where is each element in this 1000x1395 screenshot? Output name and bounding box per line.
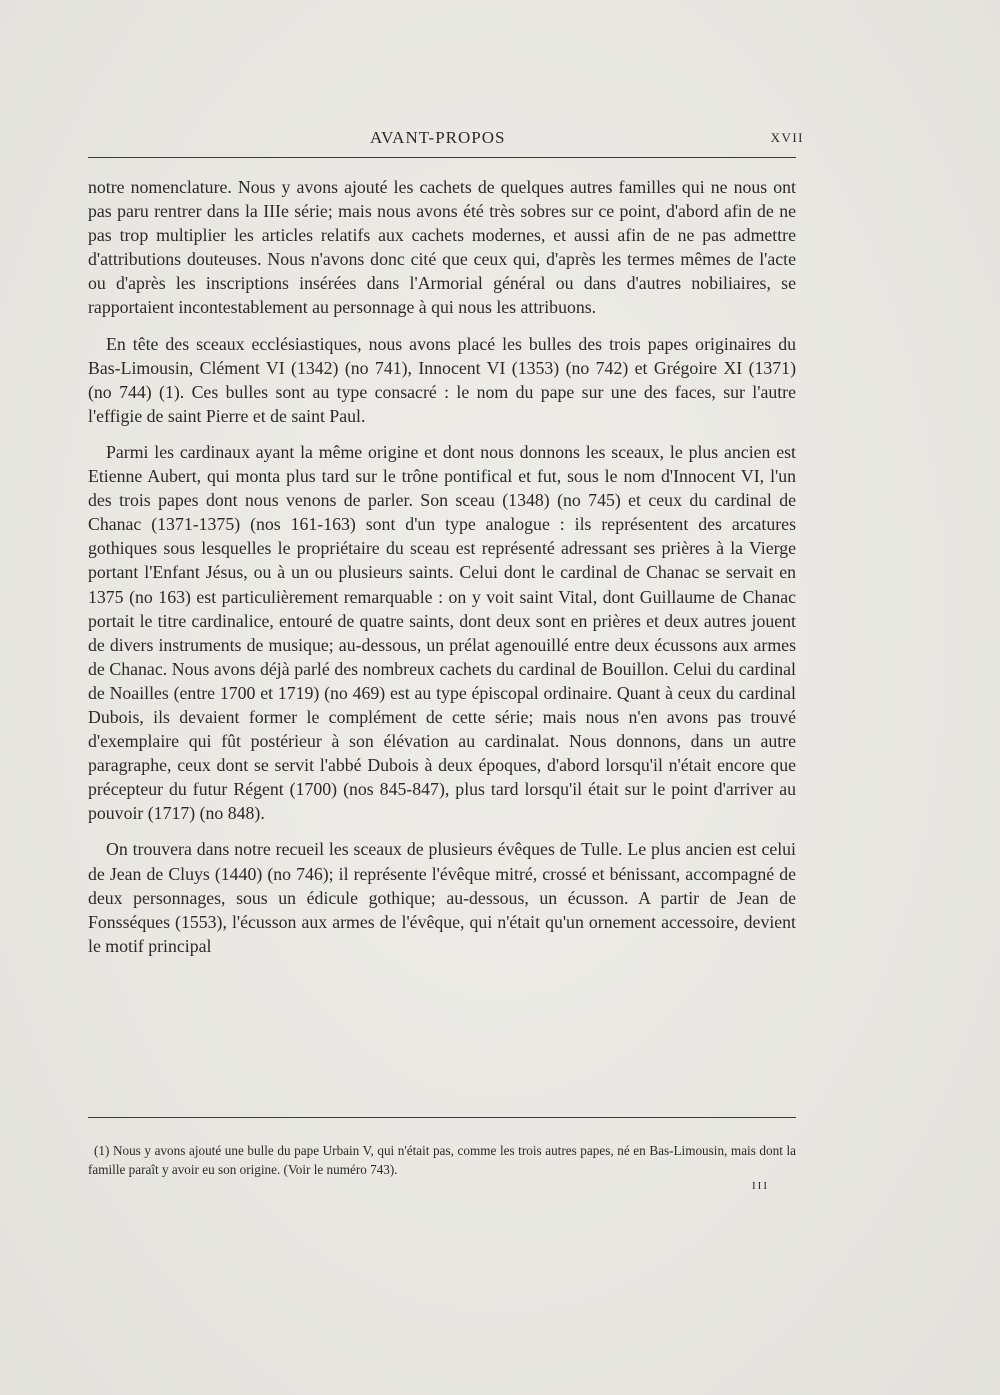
footnote: (1) Nous y avons ajouté une bulle du pape Urbain V, qui n'était pas, comme les trois autres papes, né en Bas-Limousin, mais dont la famille paraît y avoir eu son origine. (Voir le numéro 743). <box>88 1143 796 1177</box>
paragraph: En tête des sceaux ecclésiastiques, nous avons placé les bulles des trois papes originaires du Bas-Limousin, Clément VI (1342) (no 741), Innocent VI (1353) (no 742) et Grégoire XI (1371) (no 744) (1). Ces bulles sont au type consacré : le nom du pape sur une des faces, sur l'autre l'effigie de saint Pierre et de saint Paul. <box>88 333 796 426</box>
page-number: XVII <box>770 130 804 145</box>
page-header <box>88 128 804 152</box>
paragraph: On trouvera dans notre recueil les sceaux de plusieurs évêques de Tulle. Le plus ancien est celui de Jean de Cluys (1440) (no 746); il représente l'évêque mitré, crossé et bénissant, accompagné de deux personnages, sous un édicule gothique; au-dessous, un écusson. A partir de Jean de Fonsséques (1553), l'écusson aux armes de l'évêque, qui n'était qu'un ornement accessoire, devient le motif principal <box>88 839 796 956</box>
footnote-rule <box>88 1117 796 1118</box>
body-text <box>88 175 796 970</box>
signature-mark: III <box>752 1180 769 1192</box>
paragraph: Parmi les cardinaux ayant la même origine et dont nous donnons les sceaux, le plus ancien est Etienne Aubert, qui monta plus tard sur le trône pontifical et fut, sous le nom d'Innocent VI, l'un des trois papes dont nous venons de parler. Son sceau (1348) (no 745) et ceux du cardinal de Chanac (1371-1375) (nos 161-163) sont d'un type analogue : ils représentent des arcatures gothiques sous lesquelles le propriétaire du sceau est représenté adressant ses prières à la Vierge portant l'Enfant Jésus, ou à un ou plusieurs saints. Celui dont le cardinal de Chanac se servait en 1375 (no 163) est particulièrement remarquable : on y voit saint Vital, dont Guillaume de Chanac portait le titre cardinalice, entouré de quatre saints, dont deux sont en prières et deux autres jouent de divers instruments de musique; au-dessous, un prélat agenouillé entre deux écussons aux armes de Chanac. Nous avons déjà parlé des nombreux cachets du cardinal de Bouillon. Celui du cardinal de Noailles (entre 1700 et 1719) (no 469) est au type épiscopal ordinaire. Quant à ceux du cardinal Dubois, ils devaient former le complément de cette série; mais nous n'en avons pas trouvé d'exemplaire qui fût postérieur à son élévation au cardinalat. Nous donnons, dans un autre paragraphe, ceux dont se servit l'abbé Dubois à deux époques, d'abord lorsqu'il n'était encore que précepteur du futur Régent (1700) (nos 845-847), plus tard lorsqu'il était sur le point d'arriver au pouvoir (1717) (no 848). <box>88 441 796 824</box>
running-head: AVANT-PROPOS <box>370 128 506 147</box>
paragraph: notre nomenclature. Nous y avons ajouté les cachets de quelques autres familles qui ne nous ont pas paru rentrer dans la IIIe série; mais nous avons été très sobres sur ce point, d'abord afin de ne pas trop multiplier les articles relatifs aux cachets modernes, et aussi afin de ne pas admettre d'attributions douteuses. Nous n'avons donc cité que ceux qui, d'après les termes mêmes de l'acte ou d'après les inscriptions insérées dans l'Armorial général ou dans d'autres nobiliaires, se rapportaient incontestablement au personnage à qui nous les attribuons. <box>88 177 796 318</box>
header-rule <box>88 157 796 158</box>
